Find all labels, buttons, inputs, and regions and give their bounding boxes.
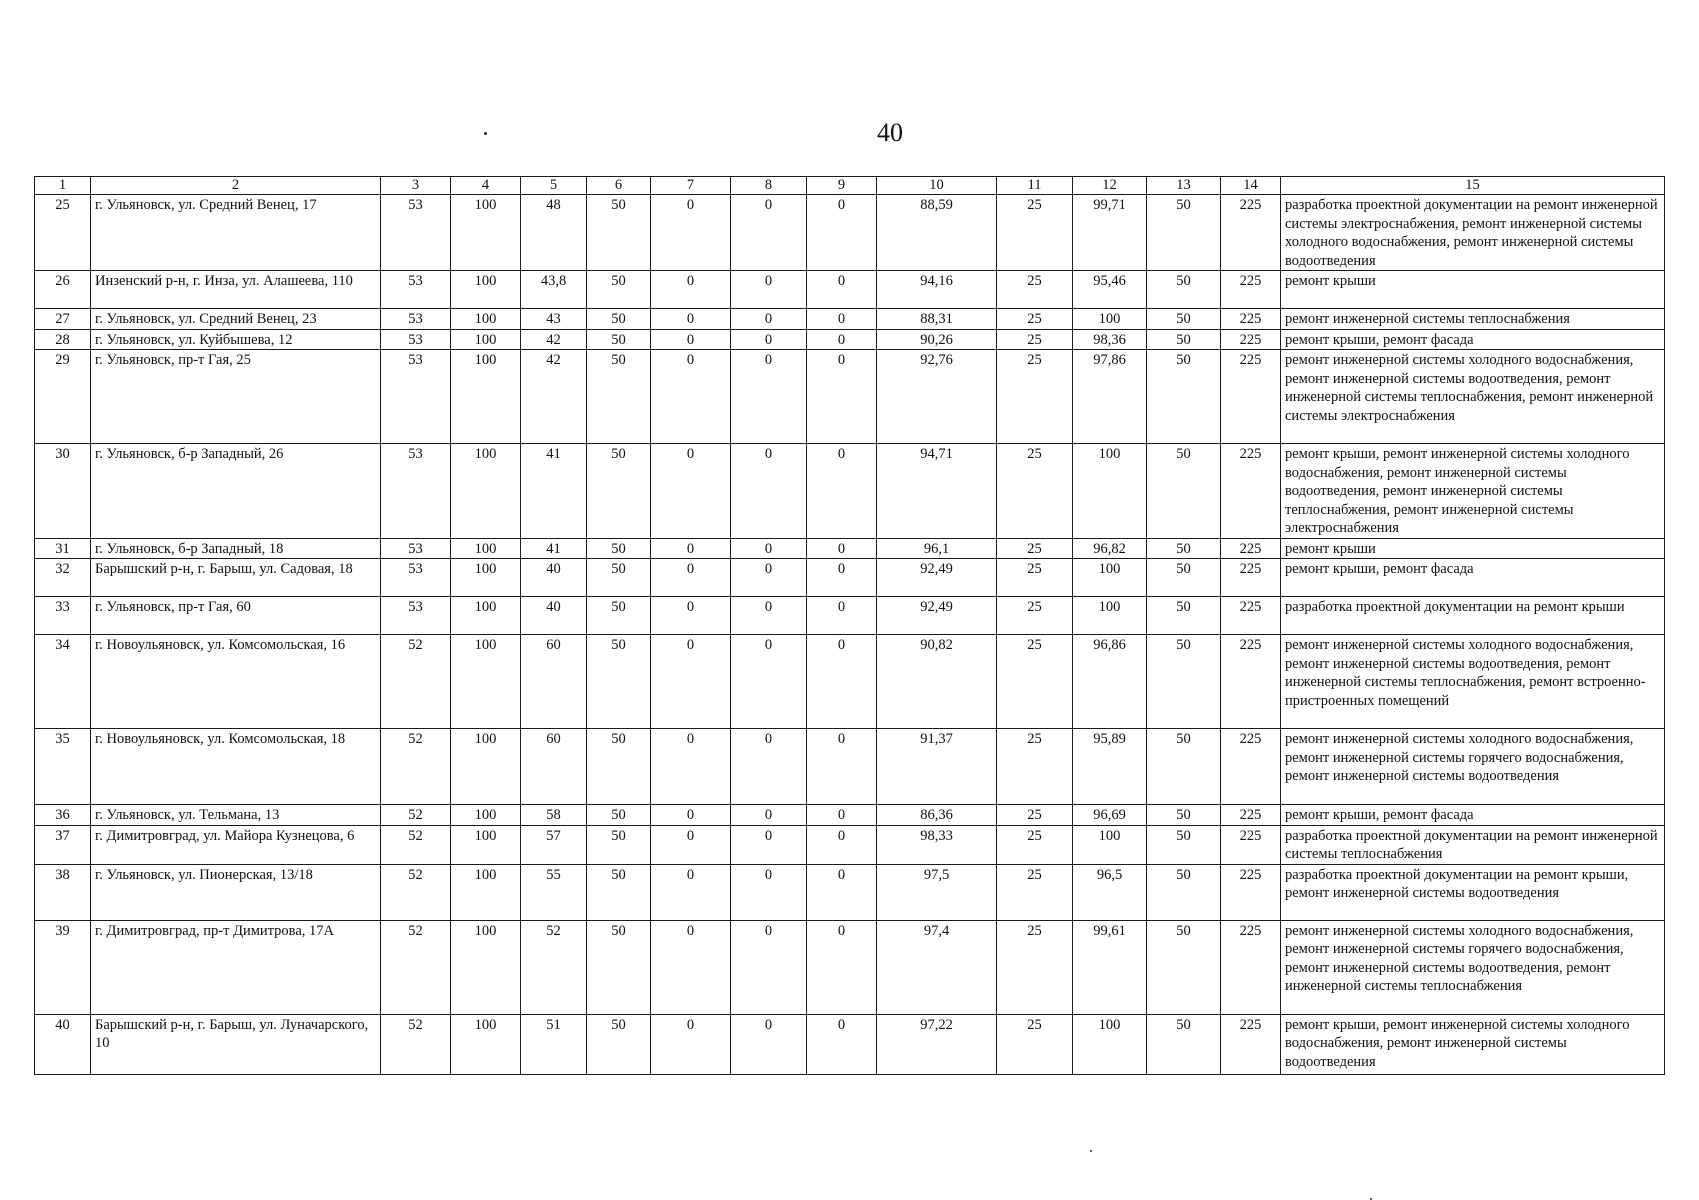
value-cell: 50 [587,805,651,826]
value-cell: 99,61 [1073,920,1147,1014]
value-cell: 100 [451,825,521,864]
value-cell: 100 [451,729,521,805]
works-cell: ремонт крыши, ремонт инженерной системы холодного водоснабжения, ремонт инженерной системы водоотведения, ремонт инженерной системы теплоснабжения, ремонт инженерной системы электроснабжения [1281,444,1665,539]
table-row [35,329,1665,350]
value-cell: 50 [587,309,651,330]
value-cell: 100 [1073,1014,1147,1074]
table-row [35,195,1665,271]
scan-speck [484,132,487,135]
value-cell: 40 [521,559,587,597]
value-cell: 50 [1147,920,1221,1014]
value-cell: 0 [807,444,877,539]
value-cell: 52 [381,864,451,920]
value-cell: 98,36 [1073,329,1147,350]
value-cell: 0 [807,350,877,444]
value-cell: 0 [651,559,731,597]
value-cell: 50 [587,920,651,1014]
value-cell: 43 [521,309,587,330]
value-cell: 100 [451,597,521,635]
value-cell: 0 [731,920,807,1014]
value-cell: 88,31 [877,309,997,330]
works-cell: ремонт инженерной системы холодного водоснабжения, ремонт инженерной системы водоотведения, ремонт инженерной системы теплоснабжения, ремонт инженерной системы электроснабжения [1281,350,1665,444]
value-cell: 225 [1221,825,1281,864]
value-cell: 50 [1147,538,1221,559]
value-cell: 50 [1147,350,1221,444]
value-cell: 97,86 [1073,350,1147,444]
value-cell: 100 [451,635,521,729]
value-cell: 25 [997,271,1073,309]
value-cell: 100 [451,1014,521,1074]
value-cell: 50 [587,271,651,309]
value-cell: 58 [521,805,587,826]
table-row [35,350,1665,444]
value-cell: 25 [997,805,1073,826]
value-cell: 0 [651,729,731,805]
address-cell: г. Ульяновск, ул. Пионерская, 13/18 [91,864,381,920]
works-cell: разработка проектной документации на ремонт крыши, ремонт инженерной системы водоотведения [1281,864,1665,920]
value-cell: 60 [521,635,587,729]
value-cell: 225 [1221,597,1281,635]
address-cell: г. Ульяновск, б-р Западный, 26 [91,444,381,539]
value-cell: 225 [1221,271,1281,309]
table-row [35,805,1665,826]
value-cell: 0 [731,559,807,597]
value-cell: 25 [997,309,1073,330]
value-cell: 99,71 [1073,195,1147,271]
value-cell: 50 [587,1014,651,1074]
works-cell: ремонт инженерной системы теплоснабжения [1281,309,1665,330]
value-cell: 53 [381,271,451,309]
value-cell: 0 [731,635,807,729]
value-cell: 95,46 [1073,271,1147,309]
value-cell: 225 [1221,805,1281,826]
value-cell: 225 [1221,1014,1281,1074]
value-cell: 225 [1221,309,1281,330]
value-cell: 50 [1147,559,1221,597]
value-cell: 52 [381,1014,451,1074]
table-row [35,635,1665,729]
column-header: 12 [1073,177,1147,195]
table-row [35,1014,1665,1074]
value-cell: 50 [587,729,651,805]
value-cell: 92,49 [877,597,997,635]
value-cell: 0 [651,825,731,864]
value-cell: 225 [1221,635,1281,729]
table-row [35,825,1665,864]
row-number: 40 [35,1014,91,1074]
value-cell: 0 [651,271,731,309]
value-cell: 0 [807,597,877,635]
row-number: 28 [35,329,91,350]
row-number: 25 [35,195,91,271]
value-cell: 53 [381,350,451,444]
value-cell: 0 [731,1014,807,1074]
value-cell: 53 [381,329,451,350]
value-cell: 0 [731,350,807,444]
value-cell: 0 [731,309,807,330]
value-cell: 50 [1147,309,1221,330]
row-number: 32 [35,559,91,597]
value-cell: 25 [997,195,1073,271]
value-cell: 50 [587,195,651,271]
value-cell: 50 [1147,1014,1221,1074]
column-header: 15 [1281,177,1665,195]
works-cell: ремонт инженерной системы холодного водоснабжения, ремонт инженерной системы горячего водоснабжения, ремонт инженерной системы водоотведения, ремонт инженерной системы теплоснабжения [1281,920,1665,1014]
table-row [35,271,1665,309]
row-number: 37 [35,825,91,864]
value-cell: 0 [807,864,877,920]
value-cell: 50 [1147,597,1221,635]
row-number: 30 [35,444,91,539]
page-number: 40 [877,118,903,147]
table-row [35,444,1665,539]
address-cell: Барышский р-н, г. Барыш, ул. Садовая, 18 [91,559,381,597]
value-cell: 100 [451,559,521,597]
value-cell: 0 [651,920,731,1014]
value-cell: 0 [651,1014,731,1074]
value-cell: 90,82 [877,635,997,729]
value-cell: 60 [521,729,587,805]
value-cell: 96,86 [1073,635,1147,729]
value-cell: 25 [997,864,1073,920]
address-cell: г. Ульяновск, ул. Куйбышева, 12 [91,329,381,350]
value-cell: 50 [1147,635,1221,729]
value-cell: 225 [1221,920,1281,1014]
column-header: 14 [1221,177,1281,195]
value-cell: 50 [1147,805,1221,826]
address-cell: г. Новоульяновск, ул. Комсомольская, 16 [91,635,381,729]
value-cell: 52 [381,729,451,805]
value-cell: 0 [651,444,731,539]
value-cell: 53 [381,597,451,635]
value-cell: 100 [451,329,521,350]
table-row [35,559,1665,597]
value-cell: 100 [451,309,521,330]
value-cell: 50 [587,597,651,635]
address-cell: г. Ульяновск, ул. Тельмана, 13 [91,805,381,826]
value-cell: 0 [807,195,877,271]
works-table [34,176,1665,1075]
value-cell: 52 [381,920,451,1014]
value-cell: 97,5 [877,864,997,920]
value-cell: 0 [807,309,877,330]
address-cell: г. Ульяновск, ул. Средний Венец, 23 [91,309,381,330]
value-cell: 50 [587,329,651,350]
value-cell: 100 [451,195,521,271]
value-cell: 95,89 [1073,729,1147,805]
address-cell: г. Ульяновск, ул. Средний Венец, 17 [91,195,381,271]
row-number: 26 [35,271,91,309]
column-header: 13 [1147,177,1221,195]
value-cell: 0 [731,444,807,539]
value-cell: 50 [587,559,651,597]
value-cell: 0 [651,805,731,826]
value-cell: 50 [1147,195,1221,271]
value-cell: 225 [1221,195,1281,271]
value-cell: 96,69 [1073,805,1147,826]
value-cell: 100 [1073,597,1147,635]
value-cell: 0 [807,729,877,805]
value-cell: 53 [381,444,451,539]
value-cell: 52 [381,805,451,826]
address-cell: г. Димитровград, ул. Майора Кузнецова, 6 [91,825,381,864]
row-number: 27 [35,309,91,330]
value-cell: 96,82 [1073,538,1147,559]
row-number: 31 [35,538,91,559]
column-header: 2 [91,177,381,195]
row-number: 34 [35,635,91,729]
value-cell: 94,71 [877,444,997,539]
value-cell: 100 [451,864,521,920]
column-header: 11 [997,177,1073,195]
table-row [35,538,1665,559]
value-cell: 50 [587,538,651,559]
value-cell: 0 [731,825,807,864]
value-cell: 41 [521,444,587,539]
table-row [35,864,1665,920]
value-cell: 0 [731,538,807,559]
row-number: 33 [35,597,91,635]
value-cell: 55 [521,864,587,920]
value-cell: 52 [521,920,587,1014]
value-cell: 0 [807,825,877,864]
column-header: 10 [877,177,997,195]
value-cell: 0 [651,195,731,271]
value-cell: 0 [651,329,731,350]
value-cell: 53 [381,195,451,271]
address-cell: Инзенский р-н, г. Инза, ул. Алашеева, 110 [91,271,381,309]
value-cell: 25 [997,825,1073,864]
value-cell: 0 [651,538,731,559]
header-row [35,177,1665,195]
value-cell: 25 [997,329,1073,350]
value-cell: 0 [651,350,731,444]
row-number: 35 [35,729,91,805]
value-cell: 100 [1073,825,1147,864]
table-row [35,597,1665,635]
address-cell: г. Димитровград, пр-т Димитрова, 17А [91,920,381,1014]
value-cell: 25 [997,1014,1073,1074]
value-cell: 100 [451,271,521,309]
row-number: 39 [35,920,91,1014]
value-cell: 0 [731,195,807,271]
row-number: 36 [35,805,91,826]
value-cell: 50 [1147,444,1221,539]
value-cell: 100 [1073,444,1147,539]
value-cell: 94,16 [877,271,997,309]
value-cell: 225 [1221,559,1281,597]
works-cell: ремонт инженерной системы холодного водоснабжения, ремонт инженерной системы горячего водоснабжения, ремонт инженерной системы водоотведения [1281,729,1665,805]
value-cell: 0 [807,271,877,309]
value-cell: 52 [381,635,451,729]
works-cell: ремонт крыши, ремонт фасада [1281,559,1665,597]
row-number: 29 [35,350,91,444]
value-cell: 97,4 [877,920,997,1014]
address-cell: г. Новоульяновск, ул. Комсомольская, 18 [91,729,381,805]
column-header: 8 [731,177,807,195]
value-cell: 0 [731,729,807,805]
value-cell: 0 [807,559,877,597]
value-cell: 25 [997,444,1073,539]
value-cell: 98,33 [877,825,997,864]
address-cell: г. Ульяновск, пр-т Гая, 25 [91,350,381,444]
value-cell: 0 [731,597,807,635]
value-cell: 92,49 [877,559,997,597]
value-cell: 50 [587,635,651,729]
value-cell: 100 [451,805,521,826]
column-header: 5 [521,177,587,195]
value-cell: 50 [1147,729,1221,805]
works-cell: разработка проектной документации на ремонт крыши [1281,597,1665,635]
value-cell: 91,37 [877,729,997,805]
value-cell: 100 [1073,559,1147,597]
column-header: 1 [35,177,91,195]
value-cell: 25 [997,597,1073,635]
value-cell: 225 [1221,538,1281,559]
works-cell: ремонт крыши, ремонт фасада [1281,329,1665,350]
value-cell: 0 [651,309,731,330]
value-cell: 0 [807,920,877,1014]
value-cell: 0 [731,329,807,350]
value-cell: 225 [1221,864,1281,920]
works-cell: ремонт крыши, ремонт фасада [1281,805,1665,826]
value-cell: 92,76 [877,350,997,444]
value-cell: 0 [807,805,877,826]
value-cell: 0 [731,271,807,309]
column-header: 9 [807,177,877,195]
value-cell: 43,8 [521,271,587,309]
value-cell: 50 [587,444,651,539]
value-cell: 48 [521,195,587,271]
table-row [35,729,1665,805]
value-cell: 96,1 [877,538,997,559]
value-cell: 50 [1147,825,1221,864]
value-cell: 225 [1221,729,1281,805]
table-row [35,920,1665,1014]
value-cell: 0 [731,864,807,920]
value-cell: 225 [1221,329,1281,350]
address-cell: Барышский р-н, г. Барыш, ул. Луначарского, 10 [91,1014,381,1074]
value-cell: 25 [997,559,1073,597]
value-cell: 50 [587,825,651,864]
value-cell: 25 [997,729,1073,805]
value-cell: 100 [451,350,521,444]
table-body [35,177,1665,1075]
value-cell: 53 [381,559,451,597]
works-cell: ремонт крыши [1281,271,1665,309]
value-cell: 50 [1147,864,1221,920]
value-cell: 100 [451,538,521,559]
works-cell: ремонт крыши [1281,538,1665,559]
row-number: 38 [35,864,91,920]
works-cell: разработка проектной документации на ремонт инженерной системы теплоснабжения [1281,825,1665,864]
works-cell: ремонт инженерной системы холодного водоснабжения, ремонт инженерной системы водоотведения, ремонт инженерной системы теплоснабжения, ремонт встроенно-пристроенных помещений [1281,635,1665,729]
value-cell: 0 [807,635,877,729]
value-cell: 0 [651,635,731,729]
column-header: 3 [381,177,451,195]
value-cell: 41 [521,538,587,559]
address-cell: г. Ульяновск, б-р Западный, 18 [91,538,381,559]
value-cell: 0 [807,538,877,559]
value-cell: 51 [521,1014,587,1074]
value-cell: 97,22 [877,1014,997,1074]
value-cell: 50 [587,864,651,920]
value-cell: 25 [997,350,1073,444]
value-cell: 225 [1221,350,1281,444]
value-cell: 52 [381,825,451,864]
column-header: 6 [587,177,651,195]
value-cell: 100 [451,920,521,1014]
value-cell: 100 [1073,309,1147,330]
value-cell: 40 [521,597,587,635]
value-cell: 57 [521,825,587,864]
value-cell: 50 [1147,271,1221,309]
value-cell: 100 [451,444,521,539]
value-cell: 88,59 [877,195,997,271]
value-cell: 0 [807,329,877,350]
scan-speck [1090,1150,1092,1152]
value-cell: 53 [381,309,451,330]
value-cell: 0 [651,864,731,920]
works-cell: разработка проектной документации на ремонт инженерной системы электроснабжения, ремонт инженерной системы холодного водоснабжения, ремонт инженерной системы водоотведения [1281,195,1665,271]
value-cell: 0 [731,805,807,826]
column-header: 4 [451,177,521,195]
column-header: 7 [651,177,731,195]
value-cell: 0 [651,597,731,635]
value-cell: 50 [587,350,651,444]
value-cell: 96,5 [1073,864,1147,920]
value-cell: 90,26 [877,329,997,350]
value-cell: 53 [381,538,451,559]
value-cell: 25 [997,635,1073,729]
value-cell: 25 [997,920,1073,1014]
value-cell: 225 [1221,444,1281,539]
value-cell: 25 [997,538,1073,559]
address-cell: г. Ульяновск, пр-т Гая, 60 [91,597,381,635]
works-cell: ремонт крыши, ремонт инженерной системы холодного водоснабжения, ремонт инженерной системы водоотведения [1281,1014,1665,1074]
value-cell: 42 [521,329,587,350]
value-cell: 50 [1147,329,1221,350]
table-row [35,309,1665,330]
value-cell: 86,36 [877,805,997,826]
value-cell: 42 [521,350,587,444]
value-cell: 0 [807,1014,877,1074]
